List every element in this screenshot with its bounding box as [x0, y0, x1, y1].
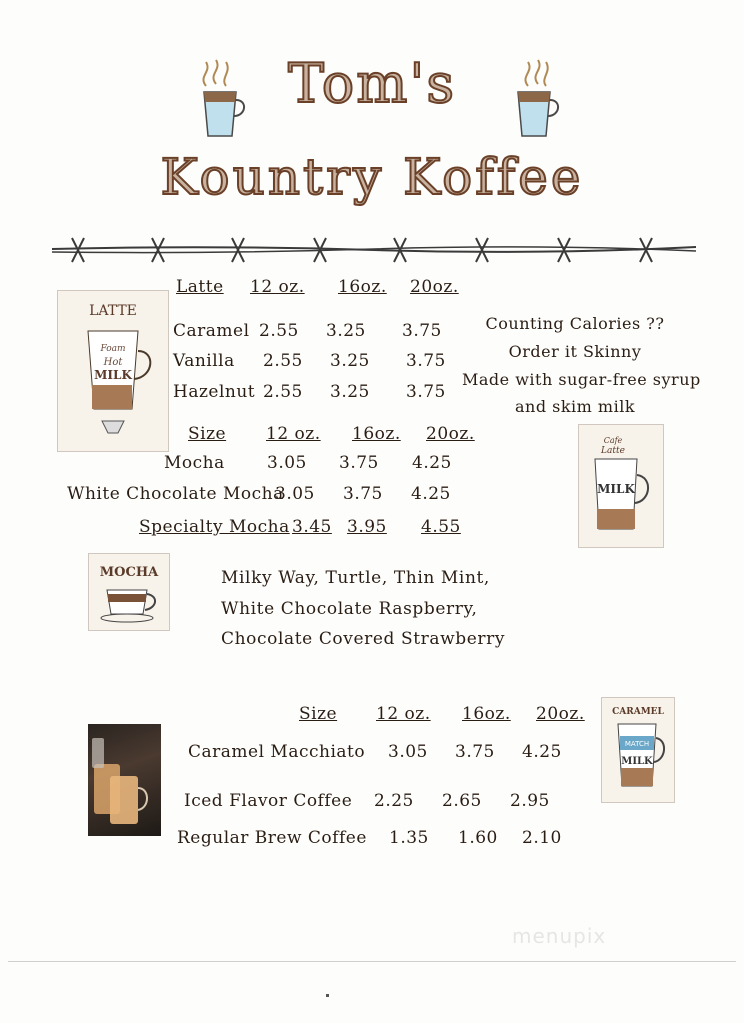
- mocha-row-price-20: 4.25: [411, 484, 451, 504]
- calorie-note-line: Made with sugar-free syrup: [462, 370, 701, 389]
- coffee-row-name: Caramel Macchiato: [188, 742, 366, 762]
- coffee-row-price-12: 1.35: [389, 828, 429, 848]
- mocha-row-price-12: 3.05: [275, 484, 315, 504]
- specialty-flavor-line: Chocolate Covered Strawberry: [221, 629, 506, 649]
- mocha-poster-image: [88, 553, 170, 631]
- calorie-note-line: Counting Calories ??: [485, 314, 665, 333]
- coffee-header-name: Size: [299, 704, 338, 724]
- latte-row-price-20: 3.75: [406, 351, 446, 371]
- latte-row-price-16: 3.25: [330, 351, 370, 371]
- mocha-header-16: 16oz.: [352, 424, 401, 444]
- specialty-flavor-line: Milky Way, Turtle, Thin Mint,: [221, 568, 490, 588]
- mocha-row-price-12: 3.05: [267, 453, 307, 473]
- footer-dot: [326, 994, 329, 997]
- svg-text:LATTE: LATTE: [89, 303, 137, 319]
- mocha-row-price-16: 3.75: [339, 453, 379, 473]
- iced-coffee-photo: [88, 724, 161, 836]
- latte-row-name: Hazelnut: [173, 382, 256, 402]
- latte-header-name: Latte: [176, 277, 224, 297]
- svg-text:MOCHA: MOCHA: [99, 565, 159, 580]
- latte-row-price-20: 3.75: [406, 382, 446, 402]
- mocha-row-name: Mocha: [164, 453, 225, 473]
- barbed-wire-divider: [52, 232, 696, 268]
- latte-header-16: 16oz.: [338, 277, 387, 297]
- title-line-2: Kountry Koffee: [160, 148, 584, 206]
- svg-text:MILK: MILK: [621, 756, 653, 767]
- svg-text:Latte: Latte: [601, 446, 625, 456]
- latte-row-price-12: 2.55: [263, 382, 303, 402]
- latte-row-price-12: 2.55: [259, 321, 299, 341]
- svg-text:Cafe: Cafe: [603, 436, 623, 445]
- svg-text:CARAMEL: CARAMEL: [612, 707, 664, 717]
- coffee-row-price-20: 2.10: [522, 828, 562, 848]
- svg-text:Hot: Hot: [103, 357, 123, 368]
- coffee-row-price-12: 3.05: [388, 742, 428, 762]
- mocha-row-price-12: 3.45: [292, 517, 332, 537]
- latte-header-20: 20oz.: [410, 277, 459, 297]
- mocha-row-name: Specialty Mocha: [139, 517, 290, 537]
- coffee-row-name: Regular Brew Coffee: [177, 828, 367, 848]
- milk-poster-image: [578, 424, 664, 548]
- latte-row-name: Caramel: [173, 321, 250, 341]
- latte-header-12: 12 oz.: [250, 277, 305, 297]
- latte-row-price-16: 3.25: [330, 382, 370, 402]
- coffee-header-16: 16oz.: [462, 704, 511, 724]
- coffee-row-price-12: 2.25: [374, 791, 414, 811]
- coffee-row-price-20: 4.25: [522, 742, 562, 762]
- specialty-flavor-line: White Chocolate Raspberry,: [221, 599, 478, 619]
- svg-text:MATCH: MATCH: [624, 740, 650, 748]
- title-line-1: Tom's: [287, 52, 457, 115]
- latte-row-price-16: 3.25: [326, 321, 366, 341]
- mocha-row-price-20: 4.55: [421, 517, 461, 537]
- coffee-row-price-16: 3.75: [455, 742, 495, 762]
- calorie-note-line: Order it Skinny: [508, 342, 642, 361]
- mocha-header-20: 20oz.: [426, 424, 475, 444]
- latte-row-name: Vanilla: [173, 351, 235, 371]
- coffee-row-price-16: 2.65: [442, 791, 482, 811]
- latte-poster-image: [57, 290, 169, 452]
- svg-text:MILK: MILK: [597, 482, 635, 496]
- coffee-row-price-20: 2.95: [510, 791, 550, 811]
- mocha-header-12: 12 oz.: [266, 424, 321, 444]
- coffee-row-name: Iced Flavor Coffee: [184, 791, 353, 811]
- svg-text:Foam: Foam: [100, 344, 126, 354]
- mocha-row-price-16: 3.95: [347, 517, 387, 537]
- mocha-header-name: Size: [188, 424, 227, 444]
- menupix-watermark: menupix: [512, 924, 607, 948]
- mocha-row-price-16: 3.75: [343, 484, 383, 504]
- mocha-row-price-20: 4.25: [412, 453, 452, 473]
- coffee-header-12: 12 oz.: [376, 704, 431, 724]
- latte-row-price-20: 3.75: [402, 321, 442, 341]
- svg-text:MILK: MILK: [94, 368, 132, 382]
- coffee-header-20: 20oz.: [536, 704, 585, 724]
- mocha-row-name: White Chocolate Mocha: [67, 484, 284, 504]
- latte-row-price-12: 2.55: [263, 351, 303, 371]
- caramel-poster-image: [601, 697, 675, 803]
- calorie-note-line: and skim milk: [514, 397, 636, 416]
- coffee-row-price-16: 1.60: [458, 828, 498, 848]
- footer-divider: [8, 961, 736, 962]
